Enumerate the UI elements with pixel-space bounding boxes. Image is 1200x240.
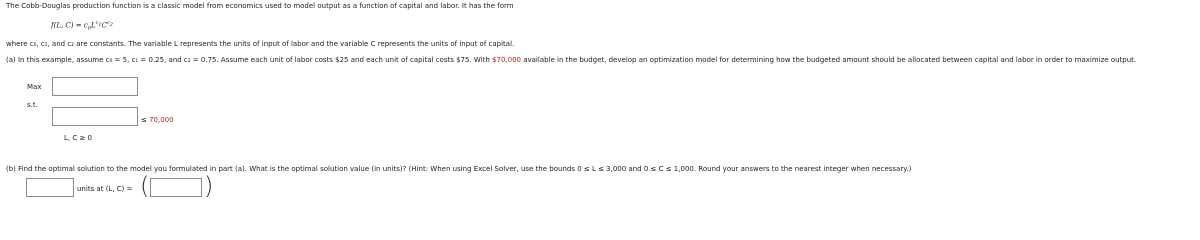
where-text: where c₀, c₁, and c₂ are constants. The variable L represents the units of input of labor and the variable C represents the units of input of capital.: [6, 40, 515, 48]
formula-C: C: [101, 21, 107, 30]
constraint-rhs: [141, 117, 174, 124]
formula-lhs: f(L, C) = c: [51, 21, 88, 30]
close-paren: ): [204, 172, 214, 200]
st-label: s.t.: [27, 101, 38, 109]
part-a-prefix: (a) In this example, assume c₀ = 5, c₁ = 0.25, and c₂ = 0.75. Assume each unit of labor costs $25 and each unit of capital costs $75. With: [6, 56, 493, 64]
nonnegativity-constraint: L, C ≥ 0: [64, 134, 93, 142]
constraint-leq: ≤: [141, 116, 150, 124]
formula-L: L: [90, 21, 96, 30]
objective-function-input[interactable]: [52, 77, 138, 96]
part-b-text: (b) Find the optimal solution to the model you formulated in part (a). What is the optimal solution value (in units)? (Hint: When using Excel Solver, use the bounds 0 ≤ L ≤ 3,000 and 0 ≤ C ≤ 1,000. Round your answers to the nearest integer when necessary.): [6, 165, 912, 173]
formula-sub0: 0: [87, 25, 91, 32]
constraint-lhs-input[interactable]: [52, 107, 138, 126]
part-a-text: [6, 57, 1136, 64]
optimal-value-input[interactable]: [26, 178, 74, 197]
intro-text: The Cobb-Douglas production function is a classic model from economics used to model output as a function of capital and labor. It has the form: [6, 2, 514, 10]
formula-exp1: c1: [95, 20, 102, 28]
open-paren: (: [140, 172, 150, 200]
formula-exp2: c2: [106, 20, 113, 28]
constraint-rhs-value: 70,000: [149, 116, 174, 124]
cobb-douglas-formula: [51, 21, 113, 32]
units-label: units at (L, C) =: [77, 185, 133, 193]
max-label: Max: [27, 83, 42, 91]
budget-value: $70,000: [492, 56, 521, 64]
part-a-suffix: available in the budget, develop an optimization model for determining how the budgeted amount should be allocated between capital and labor in order to maximize output.: [520, 56, 1137, 64]
optimal-lc-input[interactable]: [150, 178, 202, 197]
